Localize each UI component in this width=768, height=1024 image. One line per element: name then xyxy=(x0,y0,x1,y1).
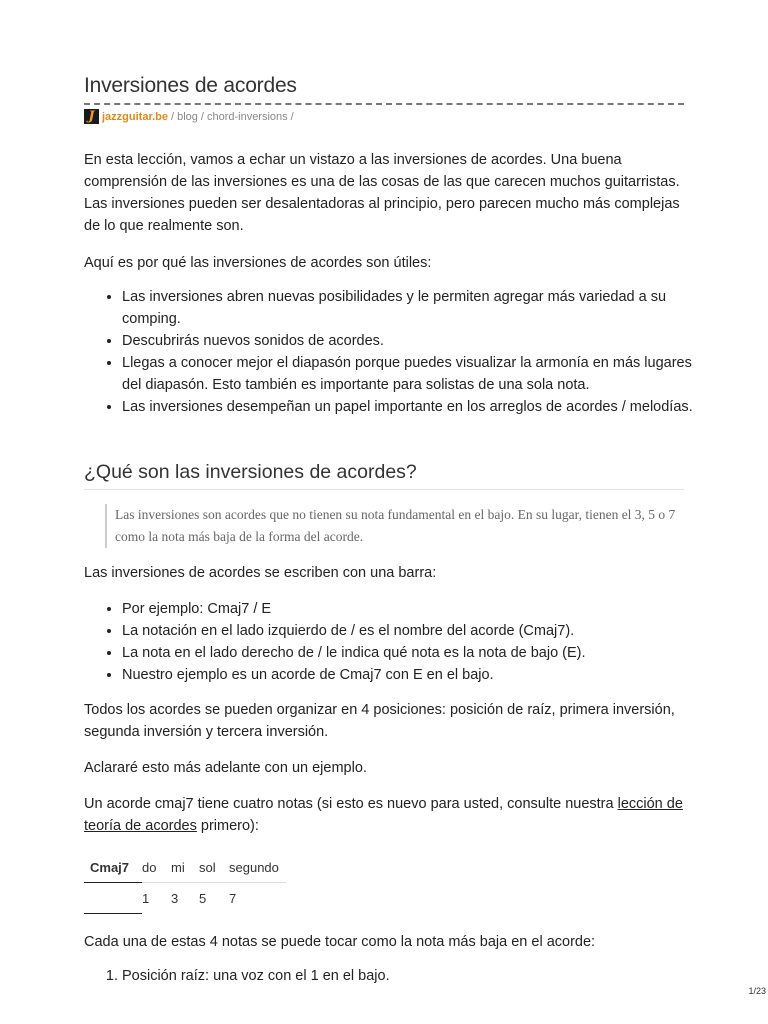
list-item: • La nota en el lado derecho de / le indica qué nota es la nota de bajo (E). xyxy=(122,642,712,664)
chord-theory-link[interactable]: lección de teoría de acordes xyxy=(84,796,683,834)
breadcrumb-separator: / xyxy=(200,110,204,123)
table-header-cell: do xyxy=(142,852,171,883)
table-cell: 1 xyxy=(142,890,150,906)
breadcrumb-blog-link[interactable]: blog xyxy=(177,110,198,123)
table-row xyxy=(84,883,286,914)
list-item: • Las inversiones abren nuevas posibilidades y le permiten agregar más variedad a su comping. xyxy=(122,286,712,330)
cmaj7-notes-table xyxy=(84,852,286,914)
positions-paragraph: Todos los acordes se pueden organizar en 4 posiciones: posición de raíz, primera inversión, segunda inversión y tercera inversión. xyxy=(84,702,675,740)
table-header-cell: segundo xyxy=(229,852,286,883)
list-item: • Llegas a conocer mejor el diapasón porque puedes visualizar la armonía en más lugares del diapasón. Esto también es importante para solistas de una sola nota. xyxy=(122,352,712,396)
list-item: • Descubrirás nuevos sonidos de acordes. xyxy=(122,330,712,352)
table-header-row xyxy=(84,852,286,883)
page-number: 1/23 xyxy=(748,986,766,996)
table-cell: 7 xyxy=(229,890,237,906)
breadcrumb-trailing-separator: / xyxy=(290,110,294,123)
cmaj7-paragraph xyxy=(84,793,684,837)
table-header-cell: mi xyxy=(171,852,199,883)
list-item: • Por ejemplo: Cmaj7 / E xyxy=(122,598,712,620)
list-item: 1. Posición raíz: una voz con el 1 en el bajo. xyxy=(122,965,712,987)
section-heading: ¿Qué son las inversiones de acordes? xyxy=(84,461,417,483)
table-header-cell: sol xyxy=(199,852,229,883)
title-divider xyxy=(84,103,684,105)
breadcrumb-site-link[interactable]: jazzguitar.be xyxy=(102,110,169,123)
bass-paragraph: Cada una de estas 4 notas se puede tocar como la nota más baja en el acorde: xyxy=(84,934,596,950)
slash-list xyxy=(84,598,712,686)
breadcrumb xyxy=(84,109,297,124)
table-cell: 3 xyxy=(171,890,179,906)
positions-numbered-list xyxy=(84,965,712,987)
intro-paragraph: En esta lección, vamos a echar un vistazo a las inversiones de acordes. Una buena comprensión de las inversiones es una de las cosas de las que carecen muchos guitarristas. Las inversiones pueden ser desalentadoras al principio, pero parecen mucho más complejas de lo que realmente son. xyxy=(84,152,680,234)
table-cell: 5 xyxy=(199,890,207,906)
definition-quote: Las inversiones son acordes que no tienen su nota fundamental en el bajo. En su lugar, tienen el 3, 5 o 7 como la nota más baja de la forma del acorde. xyxy=(105,504,691,548)
useful-intro: Aquí es por qué las inversiones de acordes son útiles: xyxy=(84,255,432,271)
list-item: • Las inversiones desempeñan un papel importante en los arreglos de acordes / melodías. xyxy=(122,396,712,418)
jazzguitar-logo-icon[interactable]: J xyxy=(84,109,99,124)
list-item: • Nuestro ejemplo es un acorde de Cmaj7 con E en el bajo. xyxy=(122,664,712,686)
slash-intro: Las inversiones de acordes se escriben con una barra: xyxy=(84,565,437,581)
table-cell-empty xyxy=(84,883,142,914)
cmaj7-text-end: primero): xyxy=(196,818,259,834)
clarify-paragraph: Aclararé esto más adelante con un ejemplo. xyxy=(84,760,367,776)
list-item: • La notación en el lado izquierdo de / es el nombre del acorde (Cmaj7). xyxy=(122,620,712,642)
useful-list xyxy=(84,286,712,418)
breadcrumb-chord-inversions-link[interactable]: chord-inversions xyxy=(206,110,288,123)
section-divider xyxy=(84,489,684,490)
breadcrumb-separator: / xyxy=(171,110,175,123)
cmaj7-text: Un acorde cmaj7 tiene cuatro notas (si esto es nuevo para usted, consulte nuestra xyxy=(84,796,618,812)
table-header-chord: Cmaj7 xyxy=(84,852,142,883)
page-title: Inversiones de acordes xyxy=(84,74,297,97)
